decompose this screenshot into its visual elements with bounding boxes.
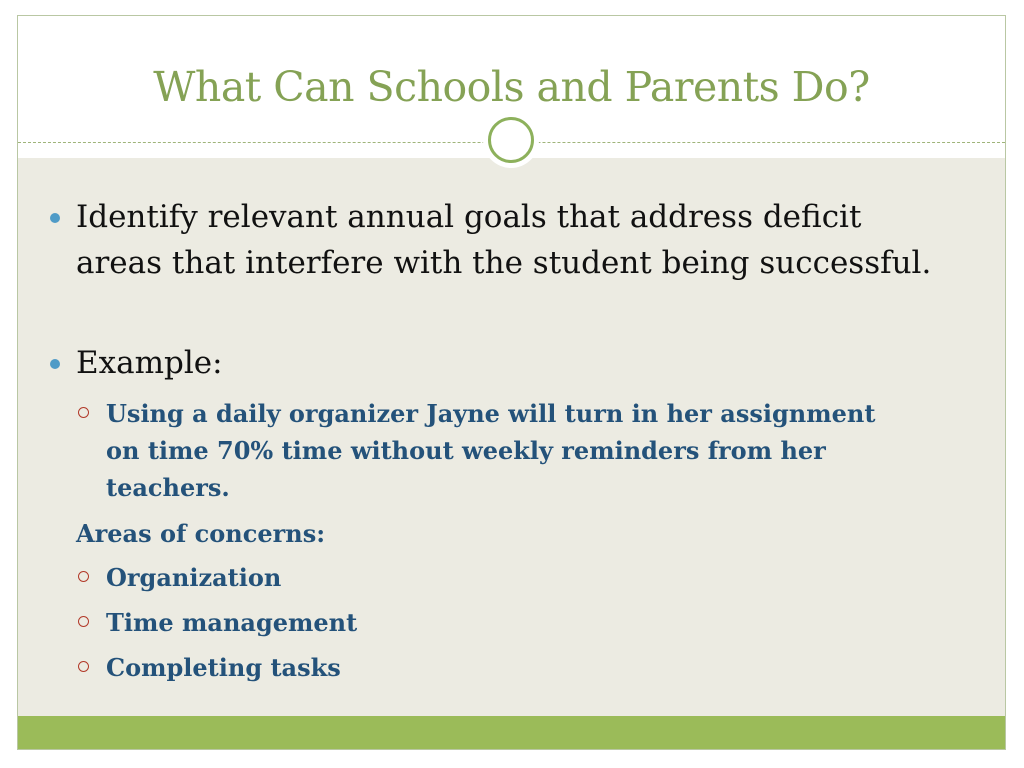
hollow-circle-bullet-icon [78,407,89,418]
bullet-goals-text: Identify relevant annual goals that address deficit areas that interfere with the student being successful. [76,199,932,281]
content-area [18,158,1005,716]
bullet-dot-icon [50,359,60,369]
bullet-example [76,340,956,386]
footer-accent-bar [18,716,1005,750]
hollow-circle-bullet-icon [78,661,89,672]
concern-item [106,559,886,596]
concern-item [106,649,886,686]
concern-item-text: Time management [106,608,358,637]
hollow-circle-bullet-icon [78,616,89,627]
ornament-ring [488,117,534,163]
bullet-goals [76,194,956,286]
bullet-dot-icon [50,213,60,223]
hollow-circle-bullet-icon [78,571,89,582]
concern-item-text: Completing tasks [106,653,341,682]
concerns-label: Areas of concerns: [76,519,326,548]
bullet-example-text: Example: [76,345,223,381]
slide-title: What Can Schools and Parents Do? [153,63,870,111]
example-goal [106,395,886,506]
slide-frame [17,15,1006,750]
circle-ornament-icon [483,112,539,168]
example-goal-text: Using a daily organizer Jayne will turn in her assignment on time 70% time without weekly reminders from her teachers. [106,399,876,502]
concern-item [106,604,886,641]
concern-item-text: Organization [106,563,282,592]
